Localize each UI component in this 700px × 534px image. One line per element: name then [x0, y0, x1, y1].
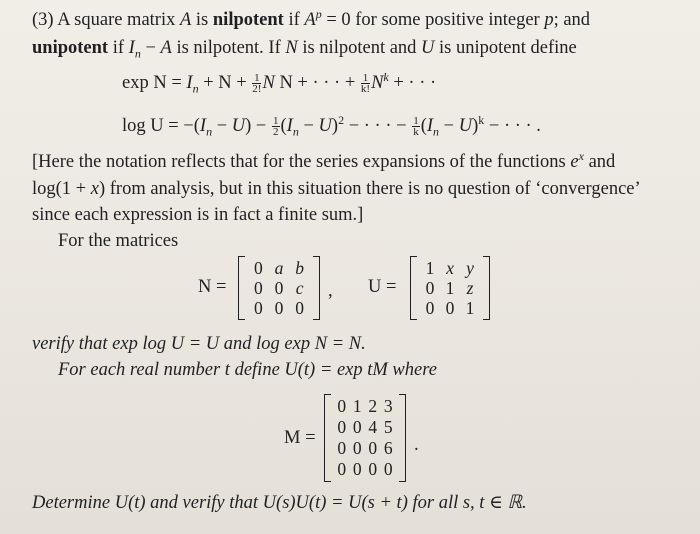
- numerator: 1: [254, 72, 260, 85]
- matrix-N-grid: [248, 258, 310, 318]
- matrix-cell: 0: [337, 438, 347, 458]
- text: [Here the notation reflects that for the series expansions of the functions: [32, 152, 566, 172]
- matrix-cell: 3: [383, 396, 393, 416]
- text: is nilpotent. If: [176, 38, 281, 58]
- text: is: [195, 10, 209, 30]
- denominator: 2: [273, 126, 279, 139]
- matrix-cell: 0: [337, 417, 347, 437]
- matrix-cell: 5: [383, 417, 393, 437]
- matrix-cell: 1: [465, 298, 475, 318]
- period: .: [414, 435, 419, 455]
- text: + · · ·: [393, 73, 437, 93]
- problem-line-2: unipotent if $I_n - A$ is nilpotent. If N is nilpotent and U is unipotent define: [32, 38, 577, 61]
- matrix-cell: c: [295, 278, 304, 298]
- matrix-cell: 0: [383, 459, 393, 479]
- right-bracket: [399, 394, 406, 482]
- matrix-cell: 1: [352, 396, 362, 416]
- left-bracket: [410, 256, 417, 320]
- left-bracket: [324, 394, 331, 482]
- text: A square matrix: [57, 10, 176, 30]
- matrix-cell: 0: [368, 459, 378, 479]
- right-bracket: [483, 256, 490, 320]
- numerator: 1: [273, 115, 279, 128]
- matrix-cell: 6: [383, 438, 393, 458]
- matrix-cell: 0: [253, 278, 263, 298]
- problem-line-1: (3) A square matrix A is nilpotent if $A^p = 0$ for some positive integer p; and: [32, 6, 591, 30]
- right-bracket: [313, 256, 320, 320]
- matrix-cell: 0: [295, 298, 305, 318]
- term-nilpotent: nilpotent: [212, 10, 284, 30]
- fraction: [361, 73, 370, 94]
- fraction: [412, 116, 420, 137]
- note-line-2: log(1 + x) from analysis, but in this situation there is no question of ‘convergence’: [32, 179, 641, 199]
- matrix-cell: 2: [368, 396, 378, 416]
- matrix-cell: 0: [337, 459, 347, 479]
- problem-number: (3): [32, 10, 54, 30]
- numerator: 1: [362, 72, 369, 85]
- text: if: [112, 38, 125, 58]
- text: if: [288, 10, 300, 30]
- matrix-cell: a: [274, 258, 284, 278]
- denominator: k: [413, 126, 419, 139]
- matrix-cell: 0: [445, 298, 455, 318]
- comma: ,: [328, 281, 333, 301]
- verify-line: verify that exp log U = U and log exp N = N.: [32, 334, 366, 354]
- text: − · · · .: [488, 116, 541, 136]
- text: + N +: [203, 73, 247, 93]
- matrix-cell: 0: [253, 258, 263, 278]
- matrix-cell: 0: [253, 298, 263, 318]
- log-lhs: log U = −(: [122, 116, 200, 136]
- text: N + · · · +: [279, 73, 356, 93]
- denominator: 2!: [252, 83, 262, 96]
- matrix-cell: 0: [352, 417, 362, 437]
- matrix-N: [238, 256, 320, 320]
- matrix-cell: z: [466, 278, 474, 298]
- matrix-cell: 0: [274, 278, 284, 298]
- matrix-cell: 1: [445, 278, 455, 298]
- matrix-cell: b: [295, 258, 305, 278]
- matrix-U-grid: [420, 258, 480, 318]
- matrix-cell: 1: [425, 258, 435, 278]
- exp-lhs: exp N =: [122, 73, 182, 93]
- note-line-1: [Here the notation reflects that for the series expansions of the functions $e^x$ and: [32, 148, 616, 172]
- matrix-cell: 4: [368, 417, 378, 437]
- text: = 0 for some positive integer: [326, 10, 540, 30]
- matrix-cell: 0: [352, 438, 362, 458]
- matrix-U-label: U =: [368, 277, 397, 297]
- term-unipotent: unipotent: [32, 38, 109, 58]
- matrices-intro: For the matrices: [58, 231, 179, 251]
- text: since each expression is in fact a finite sum.]: [32, 205, 364, 225]
- numerator: 1: [413, 115, 419, 128]
- fraction: [252, 73, 261, 94]
- matrix-U: [410, 256, 490, 320]
- matrix-cell: y: [466, 258, 474, 278]
- exp-formula: $\exp N = I_n + N$ + $\frac{1}{2!}$ N N + · · · + $\frac{1}{k!}$ $N^k$ + · · ·: [122, 69, 437, 96]
- matrix-cell: 0: [425, 298, 435, 318]
- matrix-cell: x: [446, 258, 454, 278]
- fraction: [272, 116, 280, 137]
- text: is nilpotent and: [302, 38, 417, 58]
- matrix-cell: 0: [425, 278, 435, 298]
- matrix-cell: 0: [352, 459, 362, 479]
- matrix-cell: 0: [368, 438, 378, 458]
- matrix-N-label: N =: [198, 277, 227, 297]
- text: is unipotent define: [439, 38, 577, 58]
- log-formula: $\log U = -(I_n - U)$ − $\frac{1}{2}$ $(I_n - U)^2$ − · · · − $\frac{1}{k}$ $(I_n - U)^k$ − · · · .: [122, 112, 541, 139]
- matrix-M-grid: [334, 396, 396, 480]
- final-line: Determine U(t) and verify that U(s)U(t) = U(s + t) for all s, t ∈ ℝ.: [32, 493, 527, 513]
- matrix-cell: 0: [274, 298, 284, 318]
- matrix-M-label: M =: [284, 428, 316, 448]
- text: and: [588, 152, 616, 172]
- note-line-3: [32, 204, 363, 226]
- text: ; and: [553, 10, 591, 30]
- matrix-M: [324, 394, 406, 482]
- text: from analysis, but in this situation there is no question of ‘convergence’: [109, 179, 641, 199]
- matrix-cell: 0: [337, 396, 347, 416]
- text: ) −: [245, 116, 267, 136]
- left-bracket: [238, 256, 245, 320]
- denominator: k!: [360, 83, 371, 96]
- define-line: For each real number t define U(t) = exp tM where: [58, 360, 437, 380]
